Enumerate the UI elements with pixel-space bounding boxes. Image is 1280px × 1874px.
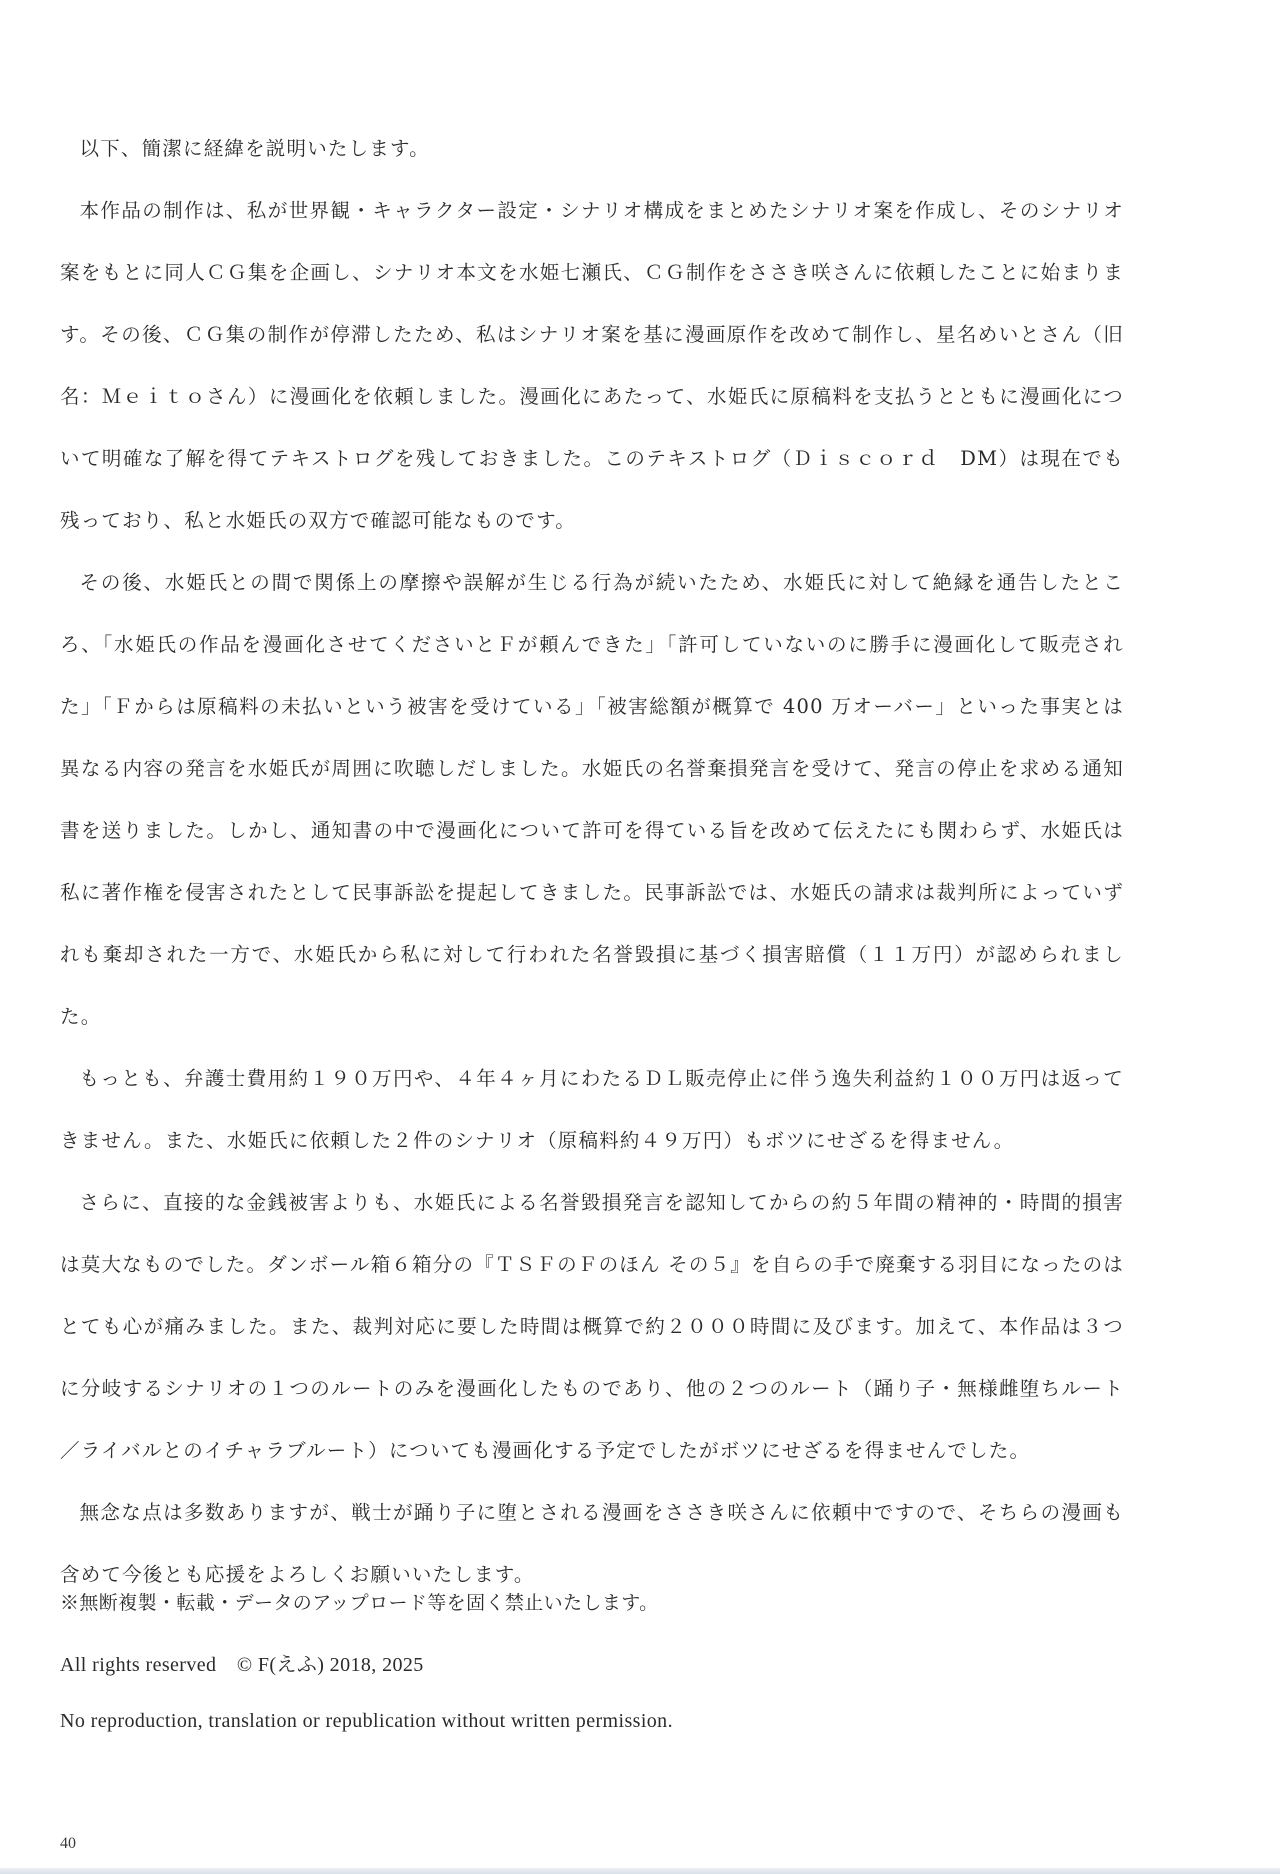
body-text xyxy=(60,118,1124,1606)
copyright-notice: All rights reserved © F(えふ) 2018, 2025 xyxy=(60,1654,424,1676)
paragraph-dispute: その後、水姫氏との間で関係上の摩擦や誤解が生じる行為が続いたため、水姫氏に対して絶縁を通告したところ、「水姫氏の作品を漫画化させてくださいとＦが頼んできた」「許可していないのに勝手に漫画化して販売された」「Ｆからは原稿料の未払いという被害を受けている」「被害総額が概算で 400 万オーバー」といった事実とは異なる内容の発言を水姫氏が周囲に吹聴しだしました。水姫氏の名誉棄損発言を受けて、発言の停止を求める通知書を送りました。しかし、通知書の中で漫画化について許可を得ている旨を改めて伝えたにも関わらず、水姫氏は私に著作権を侵害されたとして民事訴訟を提起してきました。民事訴訟では、水姫氏の請求は裁判所によっていずれも棄却された一方で、水姫氏から私に対して行われた名誉毀損に基づく損害賠償（１１万円）が認められました。 xyxy=(60,571,1124,1028)
page-bottom-edge xyxy=(0,1868,1280,1874)
paragraph-intro: 以下、簡潔に経緯を説明いたします。 xyxy=(79,137,430,160)
paragraph-closing: 無念な点は多数ありますが、戦士が踊り子に堕とされる漫画をささき咲さんに依頼中ですので、そちらの漫画も含めて今後とも応援をよろしくお願いいたします。 xyxy=(60,1501,1124,1586)
paragraph-background: 本作品の制作は、私が世界観・キャラクター設定・シナリオ構成をまとめたシナリオ案を作成し、そのシナリオ案をもとに同人ＣＧ集を企画し、シナリオ本文を水姫七瀬氏、ＣＧ制作をささき咲さんに依頼したことに始まります。その後、ＣＧ集の制作が停滞したため、私はシナリオ案を基に漫画原作を改めて制作し、星名めいとさん（旧名：Ｍｅｉｔｏさん）に漫画化を依頼しました。漫画化にあたって、水姫氏に原稿料を支払うとともに漫画化について明確な了解を得てテキストログを残しておきました。このテキストログ（Ｄｉｓｃｏｒｄ DM）は現在でも残っており、私と水姫氏の双方で確認可能なものです。 xyxy=(60,199,1124,532)
prohibition-notice: ※無断複製・転載・データのアップロード等を固く禁止いたします。 xyxy=(60,1592,659,1614)
page-number: 40 xyxy=(60,1835,76,1852)
paragraph-damages: さらに、直接的な金銭被害よりも、水姫氏による名誉毀損発言を認知してからの約５年間の精神的・時間的損害は莫大なものでした。ダンボール箱６箱分の『ＴＳＦのＦのほん その５』を自らの手で廃棄する羽目になったのはとても心が痛みました。また、裁判対応に要した時間は概算で約２０００時間に及びます。加えて、本作品は３つに分岐するシナリオの１つのルートのみを漫画化したものであり、他の２つのルート（踊り子・無様雌堕ちルート／ライバルとのイチャラブルート）についても漫画化する予定でしたがボツにせざるを得ませんでした。 xyxy=(60,1191,1124,1462)
paragraph-losses: もっとも、弁護士費用約１９０万円や、４年４ヶ月にわたるＤＬ販売停止に伴う逸失利益約１００万円は返ってきません。また、水姫氏に依頼した２件のシナリオ（原稿料約４９万円）もボツにせざるを得ません。 xyxy=(60,1067,1124,1152)
reproduction-notice: No reproduction, translation or republication without written permission. xyxy=(60,1710,673,1732)
